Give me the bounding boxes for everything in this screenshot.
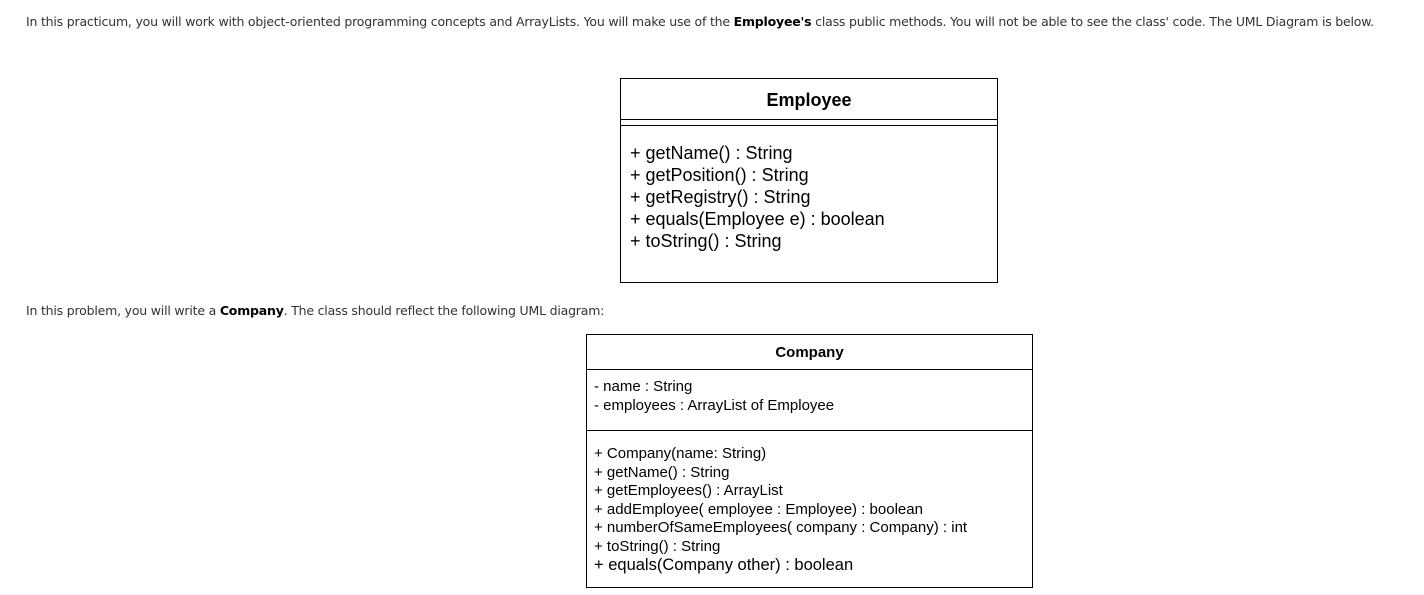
company-attribute: - employees : ArrayList of Employee	[594, 396, 835, 414]
employee-operations-section	[621, 126, 997, 252]
employee-attributes-section	[621, 119, 997, 126]
employee-uml-class	[620, 78, 998, 283]
company-operation: + getEmployees() : ArrayList	[594, 482, 783, 499]
company-operation: + equals(Company other) : boolean	[594, 556, 854, 574]
intro-bold-employee: Employee's	[733, 14, 812, 29]
employee-operation: + getRegistry() : String	[630, 187, 811, 207]
intro-text-start: In this practicum, you will work with object-oriented programming concepts and ArrayLists. You will make use of the	[26, 14, 734, 29]
intro-paragraph	[26, 14, 1374, 29]
company-uml-class	[586, 334, 1033, 588]
employee-operation: + getPosition() : String	[630, 165, 809, 185]
problem-paragraph	[26, 303, 604, 318]
company-attributes-section	[587, 370, 1032, 431]
problem-text-end: . The class should reflect the following UML diagram:	[283, 303, 605, 318]
employee-operation: + getName() : String	[630, 143, 793, 163]
company-attribute: - name : String	[594, 378, 693, 395]
intro-text-end: class public methods. You will not be able to see the class' code. The UML Diagram is below.	[811, 14, 1374, 29]
employee-class-title: Employee	[766, 90, 852, 110]
company-operation: + addEmployee( employee : Employee) : boolean	[594, 500, 923, 518]
company-operations-section	[587, 431, 1032, 575]
company-operation: + Company(name: String)	[594, 445, 767, 462]
employee-operation: + equals(Employee e) : boolean	[630, 209, 885, 229]
problem-bold-company: Company	[219, 303, 284, 318]
company-operation: + getName() : String	[594, 463, 730, 481]
problem-text-start: In this problem, you will write a	[26, 303, 220, 318]
company-operation: + toString() : String	[594, 537, 721, 555]
company-operation: + numberOfSameEmployees( company : Company) : int	[594, 519, 968, 536]
company-class-title: Company	[587, 335, 1032, 370]
employee-operation: + toString() : String	[630, 231, 782, 251]
